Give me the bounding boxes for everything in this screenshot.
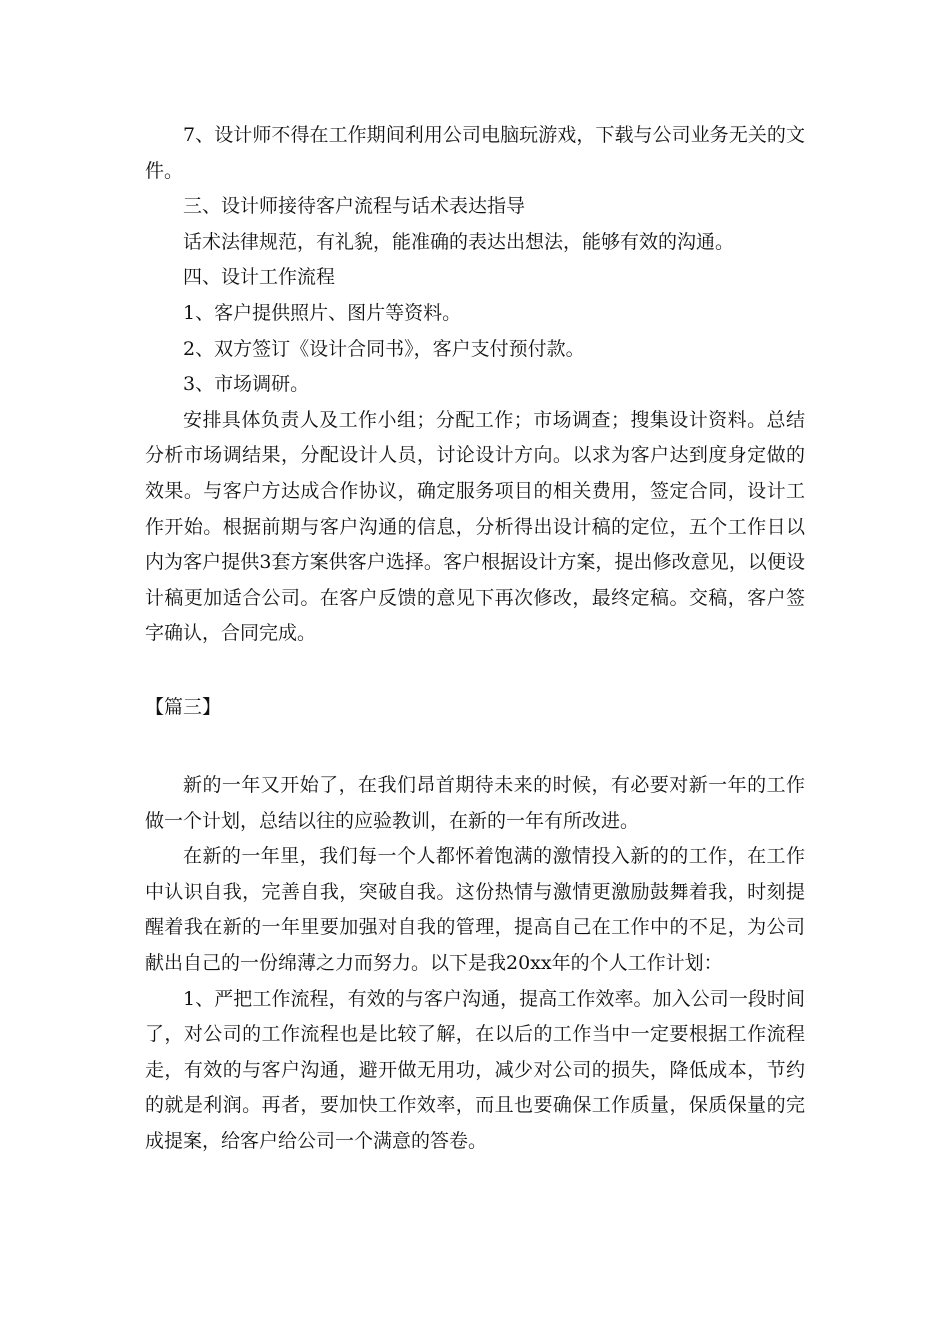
heading-reception-process: 三、设计师接待客户流程与话术表达指导 bbox=[183, 195, 526, 218]
heading-design-workflow: 四、设计工作流程 bbox=[183, 266, 336, 289]
paragraph-new-year-passion: 在新的一年里，我们每一个人都怀着饱满的激情投入新的的工作，在工作中认识自我，完善自我，突破自我。这份热情与激情更激励鼓舞着我，时刻提醒着我在新的一年里要加强对自我的管理，提高自己在工作中的不足，为公司献出自己的一份绵薄之力而努力。以下是我20xx年的个人工作计划： bbox=[145, 845, 805, 974]
paragraph-workflow-detail: 安排具体负责人及工作小组；分配工作；市场调查；搜集设计资料。总结分析市场调结果，分配设计人员，讨论设计方向。以求为客户达到度身定做的效果。与客户方达成合作协议，确定服务项目的相关费用，签定合同，设计工作开始。根据前期与客户沟通的信息，分析得出设计稿的定位，五个工作日以内为客户提供3套方案供客户选择。客户根据设计方案，提出修改意见，以便设计稿更加适合公司。在客户反馈的意见下再次修改，最终定稿。交稿，客户签字确认，合同完成。 bbox=[145, 408, 805, 645]
workflow-step-1: 1、客户提供照片、图片等资料。 bbox=[183, 301, 462, 324]
paragraph-new-year-intro: 新的一年又开始了，在我们昂首期待未来的时候，有必要对新一年的工作做一个计划，总结以往的应验教训，在新的一年有所改进。 bbox=[145, 774, 805, 832]
paragraph-plan-item-1: 1、严把工作流程，有效的与客户沟通，提高工作效率。加入公司一段时间了，对公司的工作流程也是比较了解，在以后的工作当中一定要根据工作流程走，有效的与客户沟通，避开做无用功，减少对公司的损失，降低成本，节约的就是利润。再者，要加快工作效率，而且也要确保工作质量，保质保量的完成提案，给客户给公司一个满意的答卷。 bbox=[145, 987, 805, 1152]
workflow-step-3: 3、市场调研。 bbox=[183, 373, 310, 396]
paragraph-rule-7: 7、设计师不得在工作期间利用公司电脑玩游戏，下载与公司业务无关的文件。 bbox=[145, 124, 805, 182]
section-heading-part-three: 【篇三】 bbox=[145, 696, 222, 718]
section-body-1 bbox=[145, 118, 805, 652]
section-body-3 bbox=[145, 768, 805, 1160]
workflow-step-2: 2、双方签订《设计合同书》，客户支付预付款。 bbox=[183, 337, 585, 360]
paragraph-speech-guidance: 话术法律规范，有礼貌，能准确的表达出想法，能够有效的沟通。 bbox=[183, 230, 735, 253]
